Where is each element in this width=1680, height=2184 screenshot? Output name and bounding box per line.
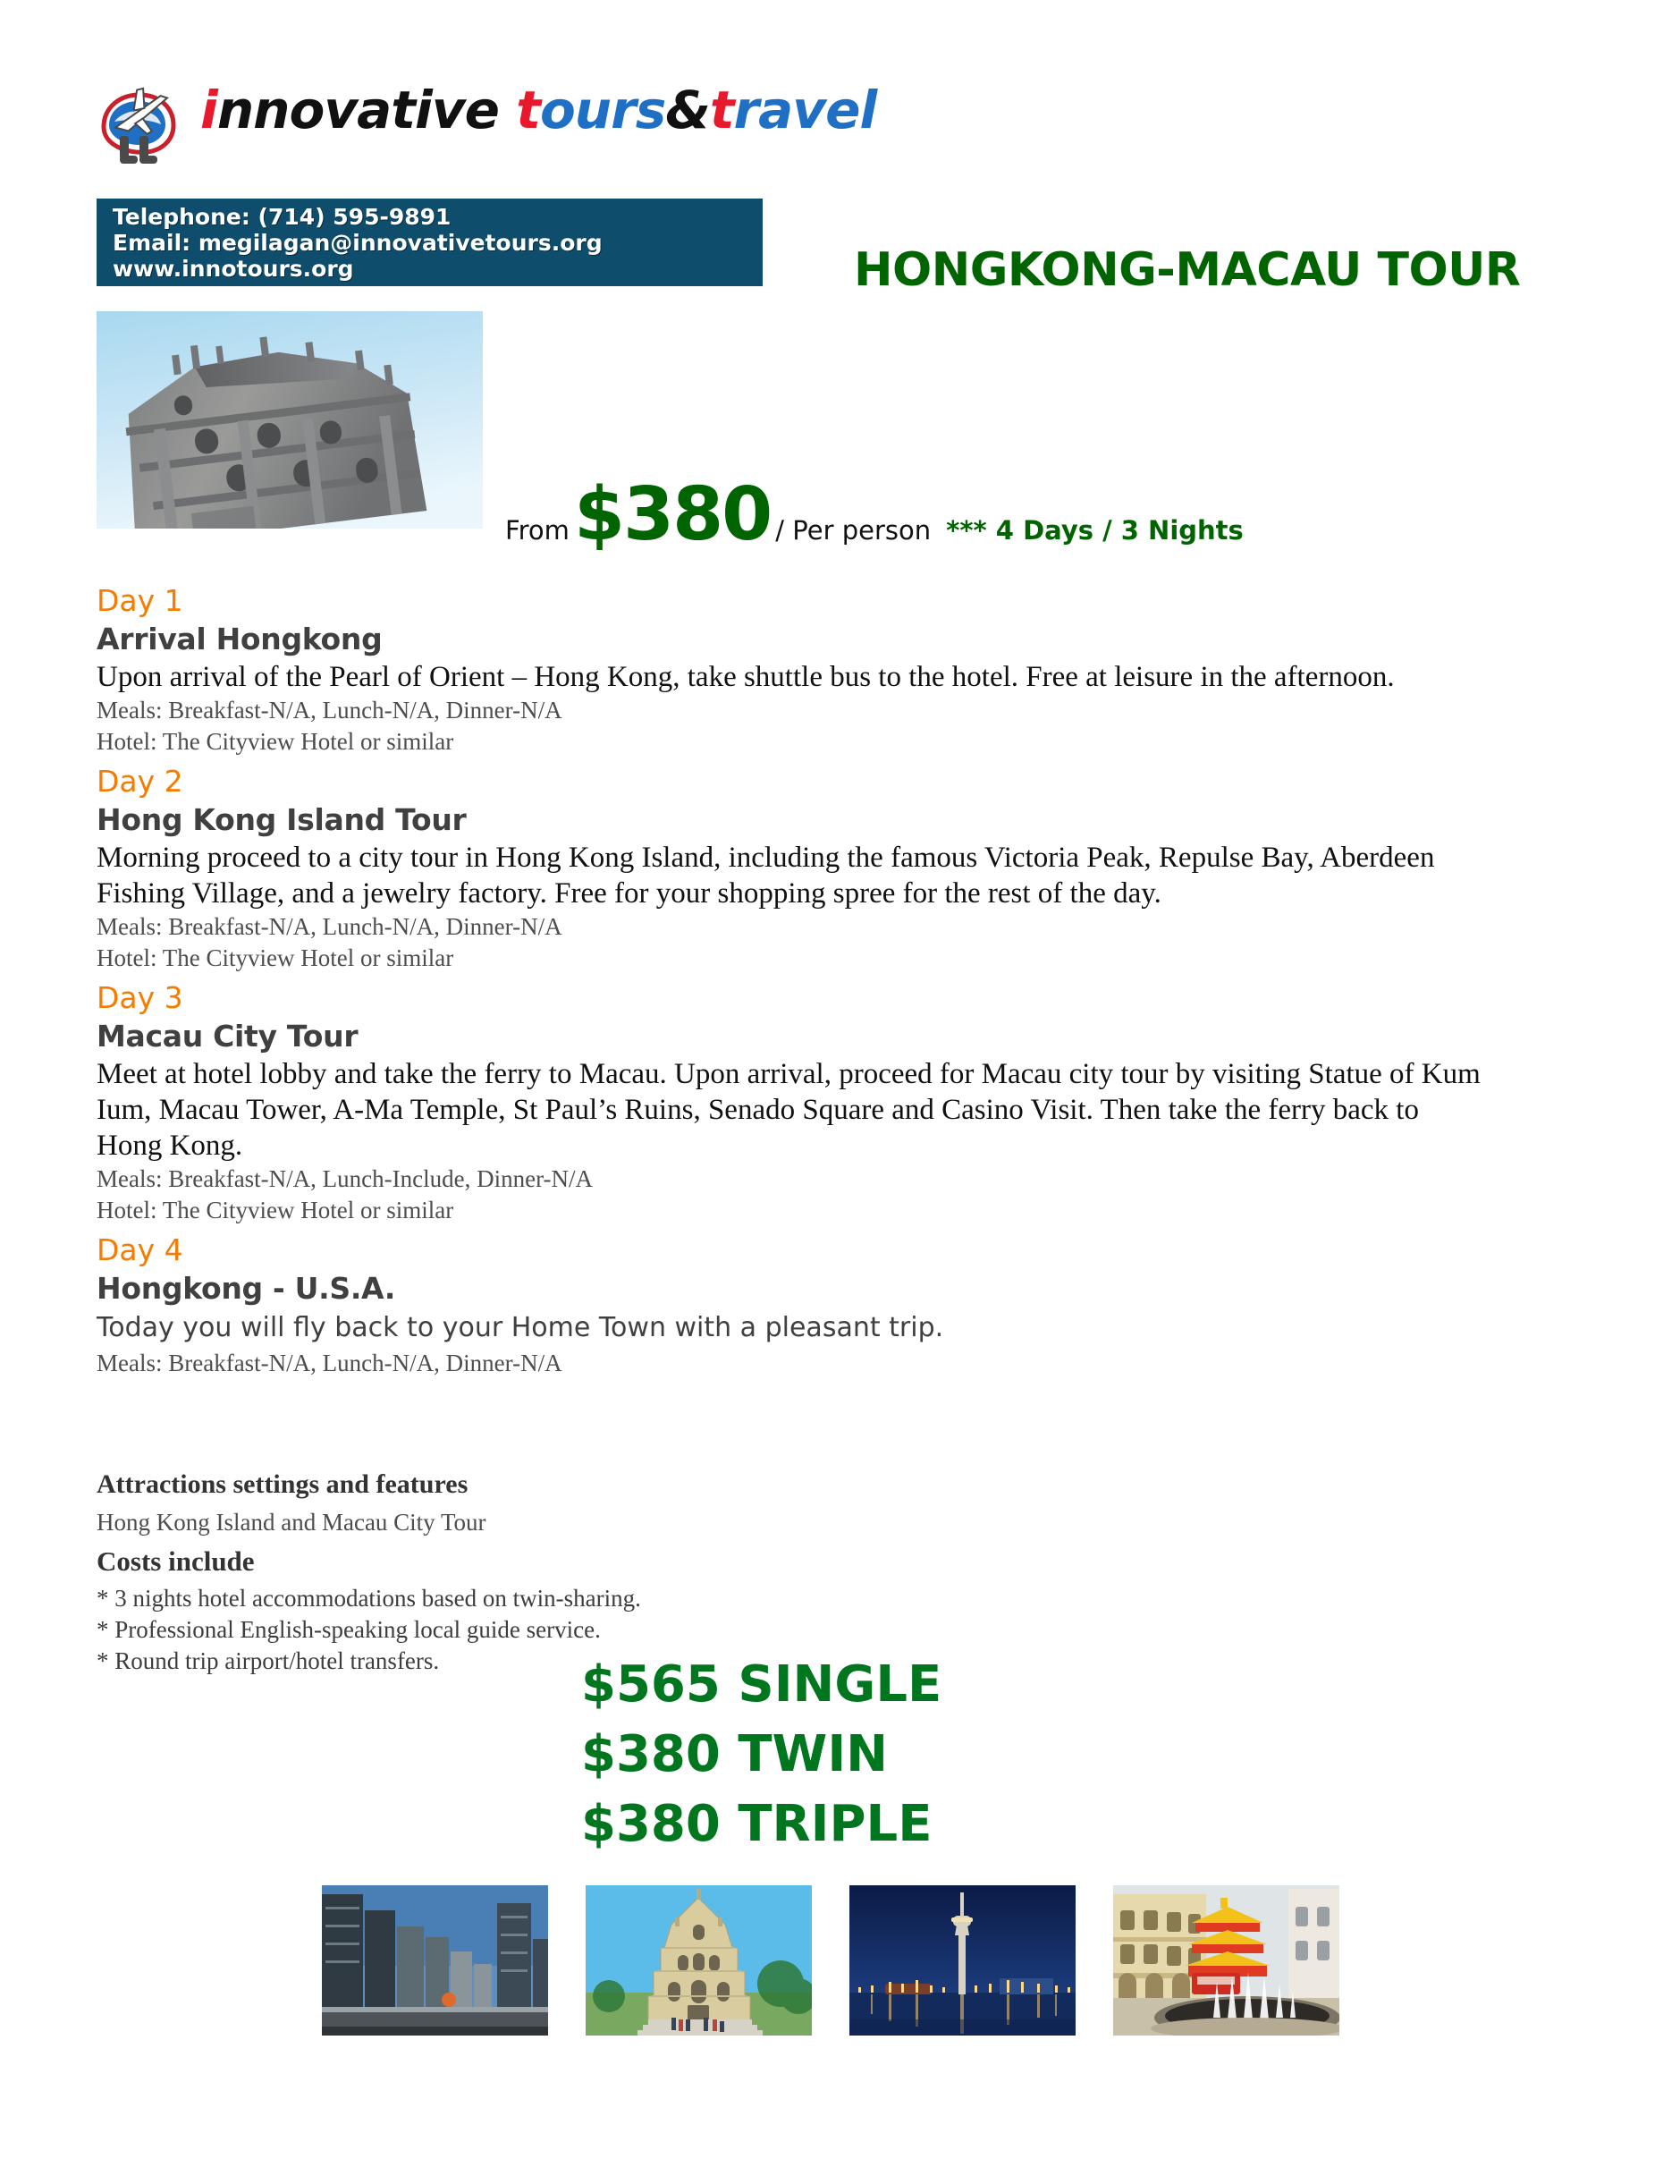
day-description: Meet at hotel lobby and take the ferry to Macau. Upon arrival, proceed for Macau city tour by visiting Statue of Kum Ium, Macau Tower, A-Ma Temple, St Paul’s Ruins, Senado Square and Casino Visit. Then take the ferry back to Hong Kong. [97, 1058, 1481, 1162]
day-label: Day 4 [97, 1232, 183, 1267]
day-label: Day 2 [97, 764, 183, 799]
wordmark-t-travel: t [709, 80, 734, 140]
price-per-person: / Per person [775, 515, 932, 546]
costs-heading: Costs include [97, 1545, 255, 1577]
macau-tower-illustration [849, 1885, 1076, 2036]
photo-senado-square [1113, 1885, 1339, 2036]
day-label: Day 1 [97, 583, 183, 618]
wordmark-ravel: ravel [733, 80, 877, 140]
contact-email: Email: megilagan@innovativetours.org [113, 230, 603, 256]
rate-twin: $380 TWIN [581, 1725, 889, 1783]
rate-triple: $380 TRIPLE [581, 1795, 933, 1853]
day-title: Hongkong - U.S.A. [97, 1271, 396, 1306]
photo-hong-kong-skyline [322, 1885, 548, 2036]
ruins-facade-illustration [97, 311, 483, 529]
day-hotel: Hotel: The Cityview Hotel or similar [97, 944, 454, 971]
day-hotel: Hotel: The Cityview Hotel or similar [97, 728, 454, 755]
itinerary-day [97, 1232, 1509, 1379]
day-meals: Meals: Breakfast-N/A, Lunch-N/A, Dinner-N/A [97, 1350, 562, 1376]
page-title: HONGKONG-MACAU TOUR [854, 243, 1521, 297]
day-description: Morning proceed to a city tour in Hong Kong Island, including the famous Victoria Peak, Repulse Bay, Aberdeen Fishing Village, and a jewelry factory. Free for your shopping spree for the rest of the day. [97, 842, 1435, 910]
rate-single: $565 SINGLE [581, 1655, 942, 1714]
day-title: Hong Kong Island Tour [97, 802, 467, 837]
wordmark-ampersand: & [665, 80, 710, 140]
price-headline [505, 472, 1244, 557]
day-label: Day 3 [97, 980, 183, 1015]
senado-square-illustration [1113, 1885, 1339, 2036]
st-pauls-facade-illustration [586, 1885, 812, 2036]
hong-kong-skyline-illustration [322, 1885, 548, 2036]
wordmark-t-tours: t [516, 80, 540, 140]
day-meals: Meals: Breakfast-N/A, Lunch-Include, Dinner-N/A [97, 1165, 594, 1192]
cost-item: * 3 nights hotel accommodations based on twin-sharing. [97, 1585, 641, 1612]
day-title: Macau City Tour [97, 1019, 359, 1054]
company-wordmark [200, 80, 877, 140]
contact-banner [97, 199, 763, 286]
wordmark-i: i [200, 80, 217, 140]
itinerary-day [97, 582, 1509, 758]
price-amount: $380 [573, 472, 772, 557]
cost-item: * Round trip airport/hotel transfers. [97, 1647, 440, 1674]
price-duration: *** 4 Days / 3 Nights [946, 515, 1244, 546]
features-section [97, 1465, 1169, 1677]
wordmark-ours: ours [539, 80, 666, 140]
day-hotel: Hotel: The Cityview Hotel or similar [97, 1197, 454, 1223]
wordmark-innovative: nnovative [216, 80, 517, 140]
day-description: Today you will fly back to your Home Town with a pleasant trip. [97, 1312, 944, 1343]
rate-list [581, 1650, 941, 1859]
company-logo [97, 79, 877, 168]
itinerary-day [97, 763, 1509, 974]
day-description: Upon arrival of the Pearl of Orient – Hong Kong, take shuttle bus to the hotel. Free at leisure in the afternoon. [97, 661, 1395, 693]
cost-item: * Professional English-speaking local guide service. [97, 1616, 601, 1643]
contact-website: www.innotours.org [113, 256, 354, 282]
attractions-heading: Attractions settings and features [97, 1469, 469, 1499]
itinerary-day [97, 979, 1509, 1226]
hero-photo-ruins-of-st-pauls [97, 311, 483, 529]
attractions-text: Hong Kong Island and Macau City Tour [97, 1509, 486, 1536]
photo-macau-tower-night [849, 1885, 1076, 2036]
document-header [0, 0, 1680, 304]
contact-telephone: Telephone: (714) 595-9891 [113, 204, 452, 230]
photo-gallery [322, 1885, 1314, 2037]
day-title: Arrival Hongkong [97, 622, 383, 656]
airplane-globe-logo-icon [97, 80, 190, 166]
day-meals: Meals: Breakfast-N/A, Lunch-N/A, Dinner-N/A [97, 697, 562, 724]
price-from-label: From [505, 515, 570, 546]
photo-ruins-of-st-pauls [586, 1885, 812, 2036]
itinerary-section [97, 577, 1509, 1379]
day-meals: Meals: Breakfast-N/A, Lunch-N/A, Dinner-N/A [97, 913, 562, 940]
